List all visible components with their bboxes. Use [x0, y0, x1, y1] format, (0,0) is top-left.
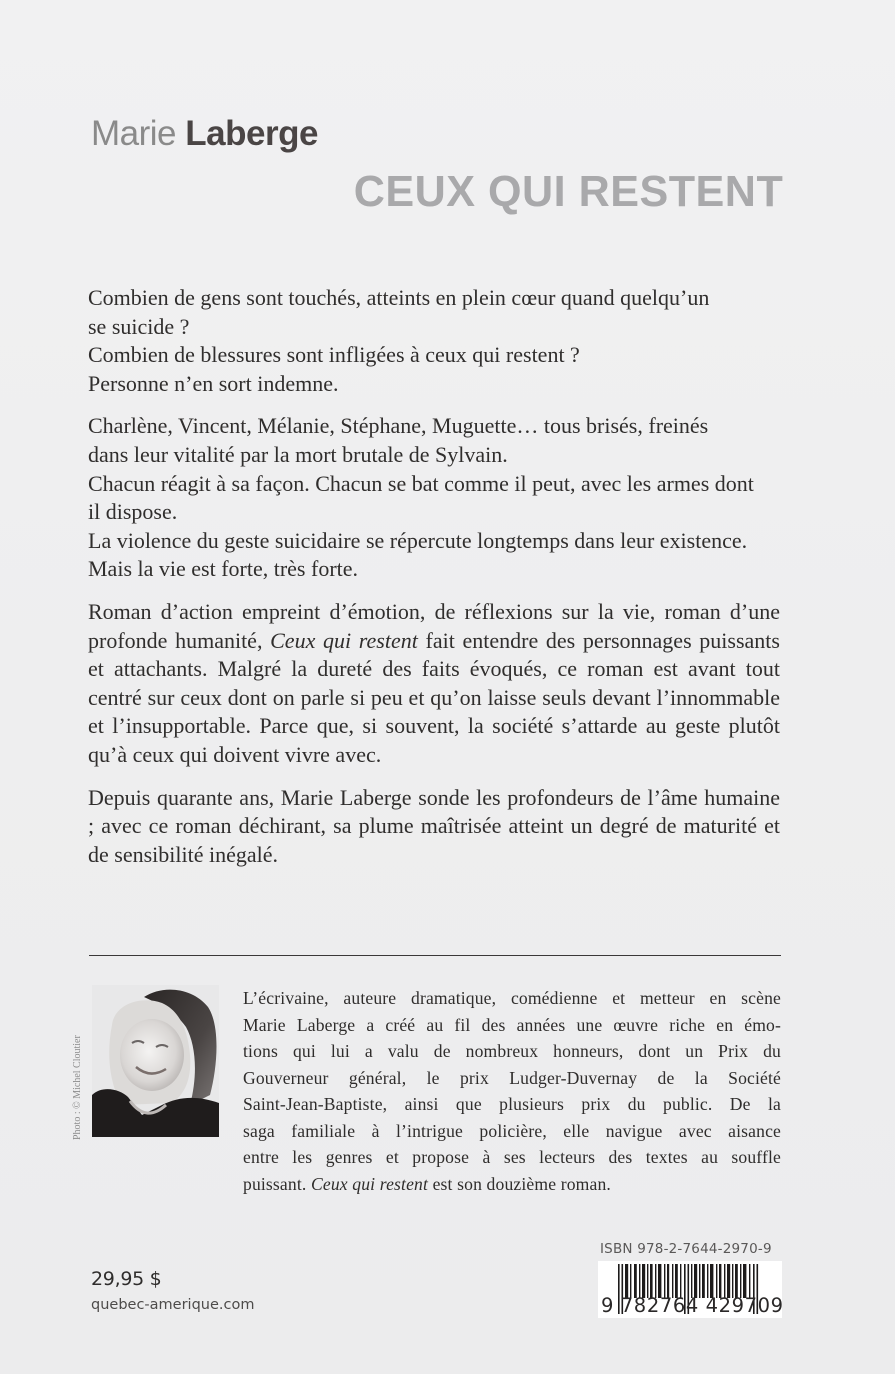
isbn-barcode [598, 1261, 782, 1318]
photo-credit: Photo : © Michel Cloutier [72, 1035, 83, 1140]
bio-line: Gouverneur général, le prix Ludger-Duvernay de la Société [243, 1067, 781, 1088]
bio-line: saga familiale à l’intrigue policière, elle navigue avec aisance [243, 1120, 781, 1141]
blurb-paragraph-1 [88, 284, 780, 398]
blurb-line: La violence du geste suicidaire se répercute longtemps dans leur existence. [88, 527, 748, 553]
bio-text: est son douzième roman. [428, 1173, 611, 1194]
bio-line: Saint-Jean-Baptiste, ainsi que plusieurs prix du public. De la [243, 1094, 781, 1114]
blurb-text: fait entendre des personnages puissants et attachants. Malgré la dureté des faits évoqués, ce roman est avant tout centré sur ceux dont on parle si peu et qu’on laisse seuls devant l’innommable et l’insupportable. Parce que, si souvent, la société s’attarde au geste plutôt qu’à ceux qui doivent vivre avec. [88, 627, 780, 767]
blurb [88, 284, 780, 883]
blurb-line: Personne n’en sort indemne. [88, 370, 339, 396]
blurb-line: dans leur vitalité par la mort brutale de Sylvain. [88, 441, 508, 467]
book-title: CEUX QUI RESTENT [353, 167, 783, 216]
blurb-paragraph-4: Depuis quarante ans, Marie Laberge sonde les profondeurs de l’âme humaine ; avec ce roman déchirant, sa plume maîtrisée atteint un degré de maturité et de sensibilité inégalé. [88, 784, 780, 867]
blurb-line: il dispose. [88, 499, 178, 525]
blurb-paragraph-2 [88, 412, 780, 584]
author-first-name: Marie [91, 114, 177, 153]
book-title-italic: Ceux qui restent [270, 627, 418, 653]
publisher-website: quebec-amerique.com [91, 1297, 255, 1313]
author-name [91, 112, 318, 156]
author-bio [243, 985, 781, 1197]
author-portrait-image [92, 985, 219, 1137]
book-title-italic: Ceux qui restent [310, 1173, 429, 1194]
bio-line: tions qui lui a valu de nombreux honneurs, dont un Prix du [243, 1041, 781, 1061]
bio-line-last [243, 1171, 781, 1198]
isbn-label: ISBN 978-2-7644-2970-9 [600, 1241, 772, 1257]
blurb-line: Combien de blessures sont infligées à ceux qui restent ? [88, 342, 580, 368]
bio-text: puissant. [243, 1173, 311, 1194]
bio-line: entre les genres et propose à ses lecteurs des textes au souffle [243, 1147, 781, 1167]
bio-line: Marie Laberge a créé au fil des années une œuvre riche en émo- [243, 1014, 781, 1035]
blurb-line: Mais la vie est forte, très forte. [88, 556, 359, 582]
blurb-text: Roman d’action empreint d’émotion, de réflexions sur la vie, roman d’une profonde humanité, [88, 598, 780, 653]
barcode-digits: 9 782764 429709 [601, 1294, 784, 1317]
blurb-line: Combien de gens sont touchés, atteints en plein cœur quand quelqu’un [88, 285, 710, 310]
author-last-name: Laberge [185, 114, 318, 153]
author-photo [92, 985, 219, 1137]
blurb-line: Chacun réagit à sa façon. Chacun se bat comme il peut, avec les armes dont [88, 470, 754, 496]
bio-line: L’écrivaine, auteure dramatique, comédienne et metteur en scène [243, 988, 781, 1008]
price: 29,95 $ [91, 1268, 162, 1290]
blurb-paragraph-3 [88, 598, 780, 770]
blurb-line: se suicide ? [88, 313, 190, 339]
blurb-line: Charlène, Vincent, Mélanie, Stéphane, Muguette… tous brisés, freinés [88, 413, 709, 439]
divider-rule [89, 955, 781, 956]
